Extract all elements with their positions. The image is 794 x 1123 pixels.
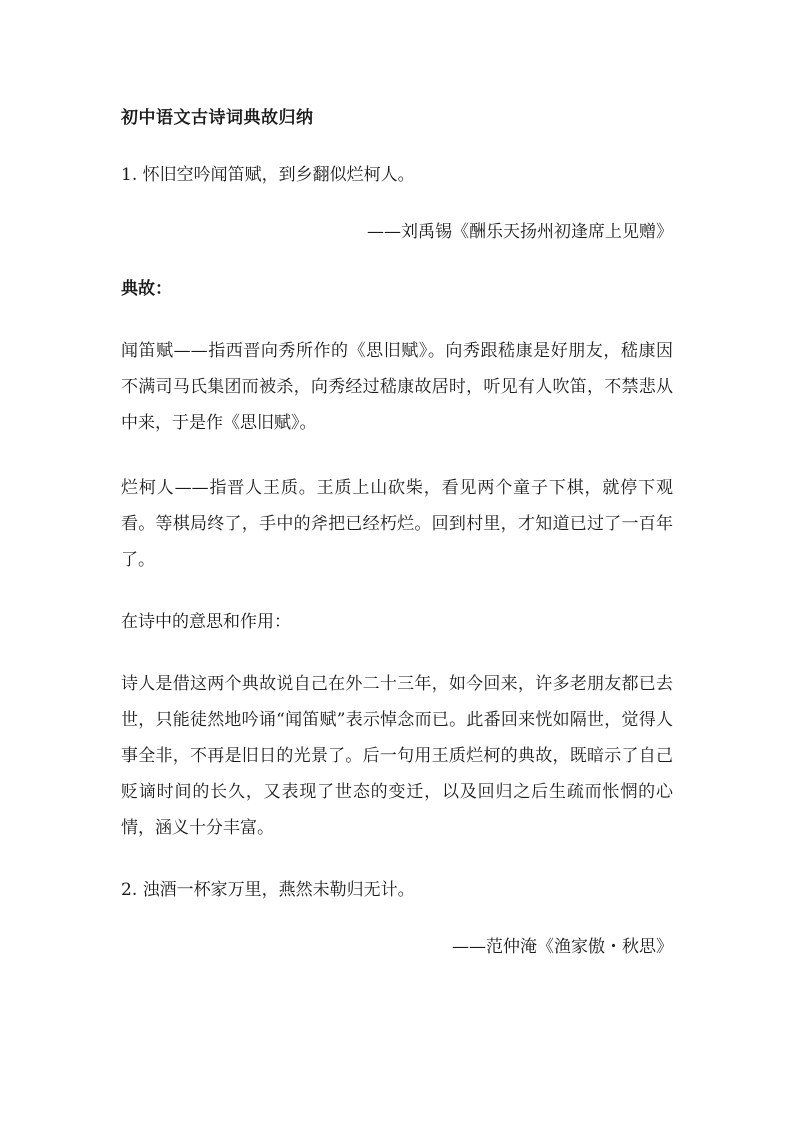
allusion-paragraph-wendifu: 闻笛赋——指西晋向秀所作的《思旧赋》。向秀跟嵇康是好朋友，嵇康因不满司马氏集团而被杀，向秀经过嵇康故居时，听见有人吹笛，不禁悲从中来，于是作《思旧赋》。 (121, 341, 673, 433)
document-body (121, 103, 673, 962)
poem-line-2: 2. 浊酒一杯家万里，燕然未勒归无计。 (121, 880, 415, 900)
meaning-label: 在诗中的意思和作用： (121, 612, 291, 632)
poem-attribution-2: ——范仲淹《渔家傲・秋思》 (452, 937, 673, 957)
document-title: 初中语文古诗词典故归纳 (121, 108, 314, 128)
allusion-heading: 典故： (121, 279, 172, 299)
poem-line-1: 1. 怀旧空吟闻笛赋，到乡翻似烂柯人。 (121, 165, 415, 185)
meaning-paragraph: 诗人是借这两个典故说自己在外二十三年，如今回来，许多老朋友都已去世，只能徒然地吟诵“闻笛赋”表示悼念而已。此番回来恍如隔世，觉得人事全非，不再是旧日的光景了。后一句用王质烂柯的典故，既暗示了自己贬谪时间的长久，又表现了世态的变迁，以及回归之后生疏而怅惘的心情，涵义十分丰富。 (121, 674, 673, 838)
allusion-paragraph-lankeren: 烂柯人——指晋人王质。王质上山砍柴，看见两个童子下棋，就停下观看。等棋局终了，手中的斧把已经朽烂。回到村里，才知道已过了一百年了。 (121, 478, 673, 570)
poem-attribution-1: ——刘禹锡《酬乐天扬州初逢席上见赠》 (367, 222, 673, 242)
